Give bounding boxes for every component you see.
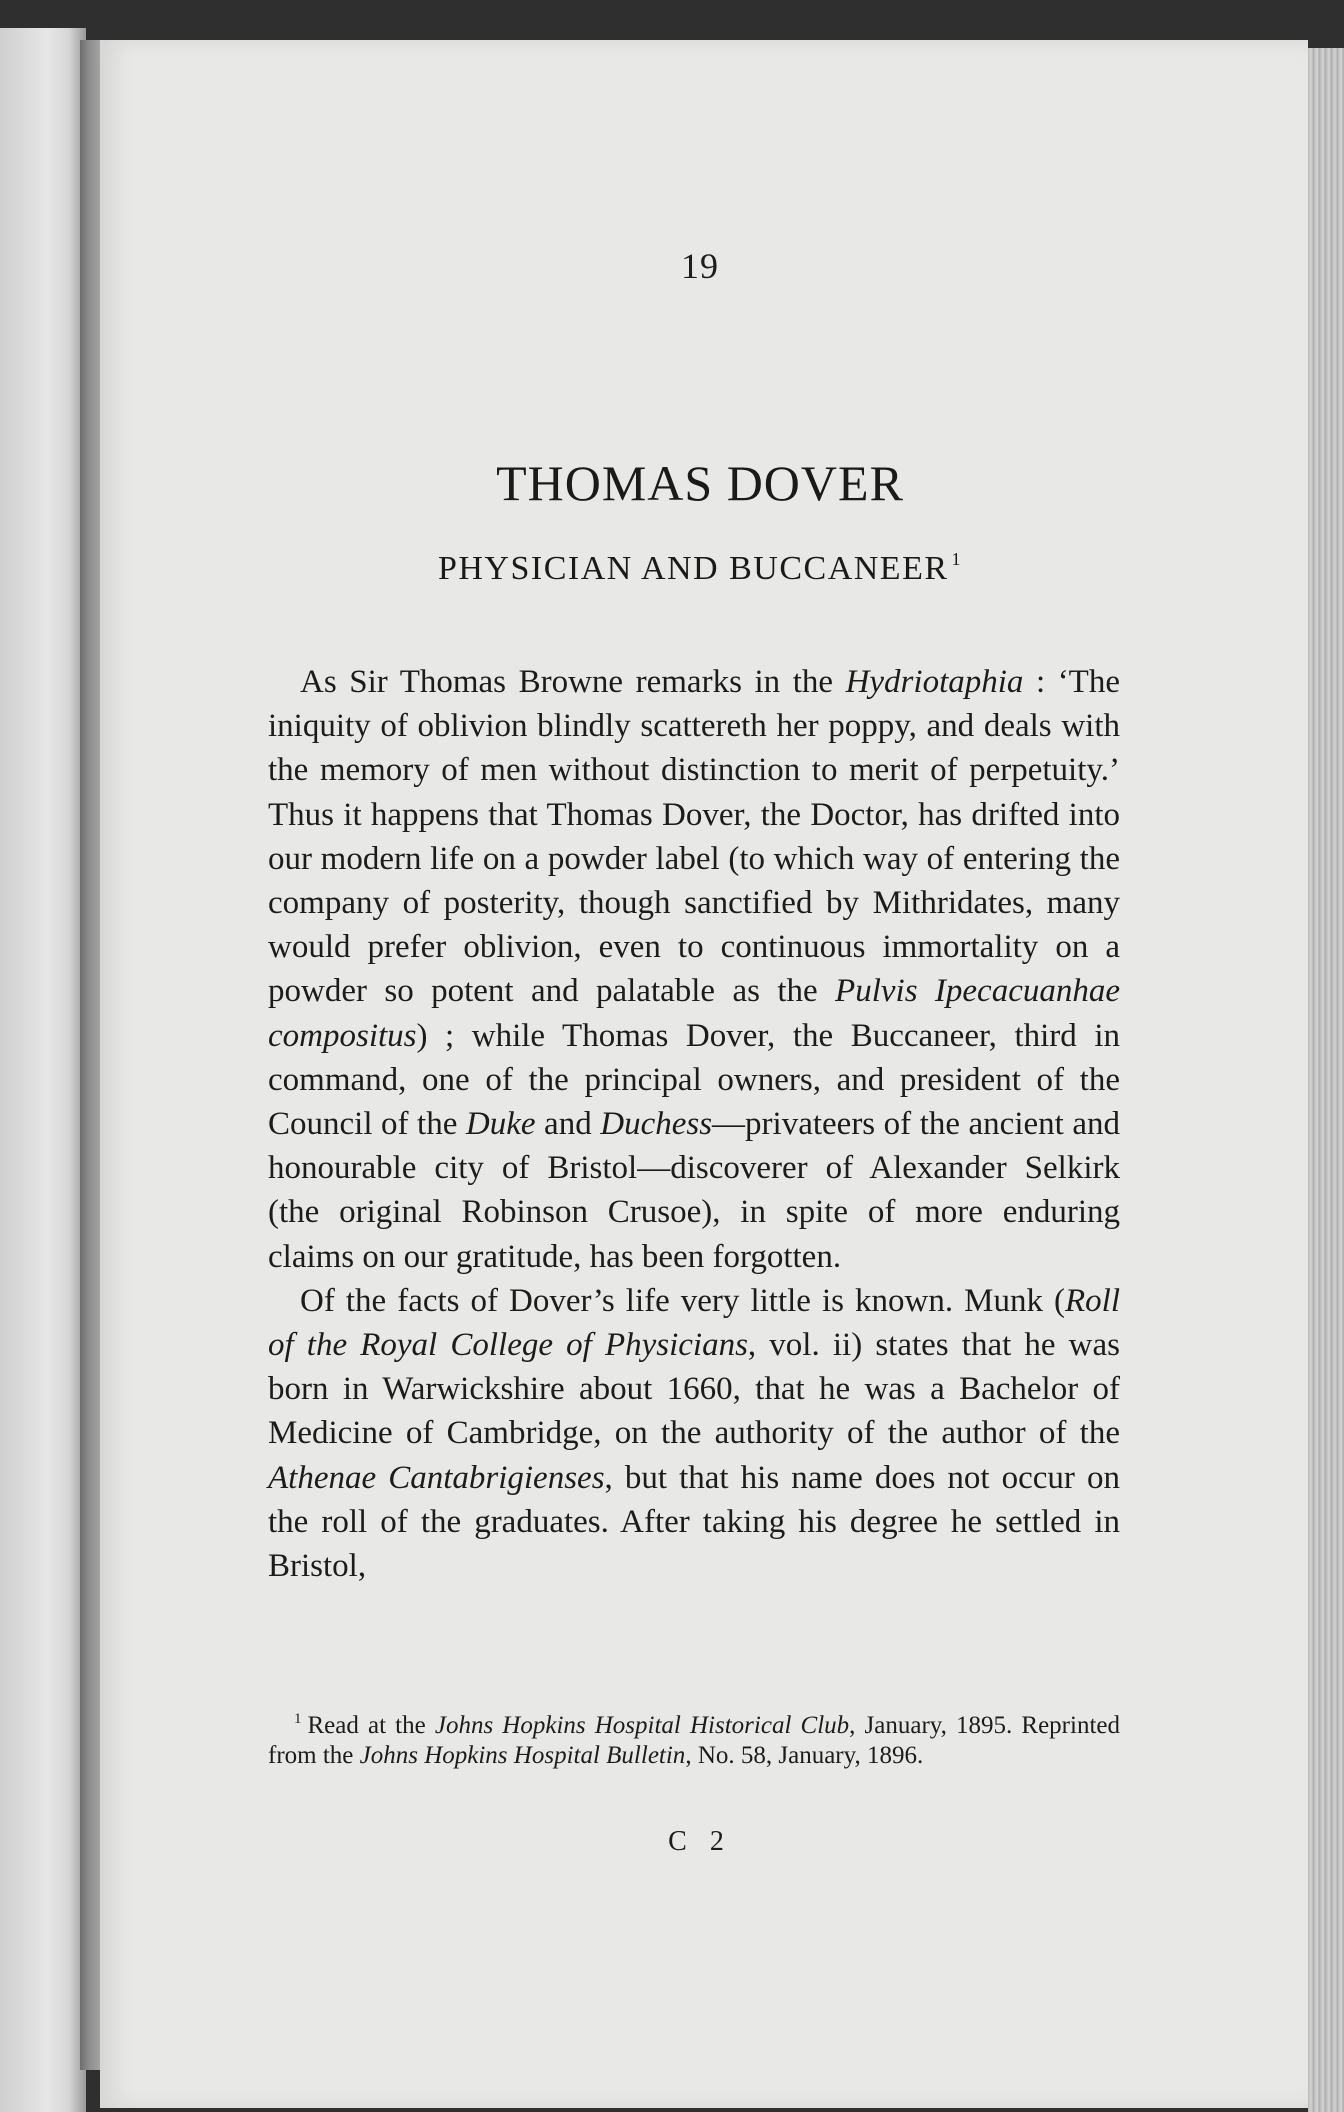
italic-text: Johns Hopkins Hospital Historical Club (434, 1712, 850, 1739)
facing-page-edge (0, 28, 86, 2112)
footnote-body: Read at the Johns Hopkins Hospital Historical Club, January, 1895. Reprinted from the Johns Hopkins Hospital Bulletin, No. 58, January, 1896. (268, 1712, 1120, 1769)
italic-text: Hydriotaphia (845, 664, 1024, 700)
chapter-subtitle-text: PHYSICIAN AND BUCCANEER (437, 550, 949, 587)
italic-text: Athenae Cantabrigienses (268, 1459, 605, 1496)
italic-text: Duke (465, 1106, 536, 1143)
footnote-text (268, 1704, 1120, 1771)
chapter-title: THOMAS DOVER (496, 455, 904, 511)
italic-text: Johns Hopkins Hospital Bulletin (359, 1742, 686, 1769)
paragraph: As Sir Thomas Browne remarks in the Hydriotaphia : ‘The iniquity of oblivion blindly scattereth her poppy, and deals with the memory of men without distinction to merit of perpetuity.’ Thus it happens that Thomas Dover, the Doctor, has drifted into our modern life on a powder label (to which way of entering the company of posterity, though sanctified by Mithridates, many would prefer oblivion, even to continuous immortality on a powder so potent and palatable as the Pulvis Ipecacuanhae compositus) ; while Thomas Dover, the Buccaneer, third in command, one of the principal owners, and president of the Council of the Duke and Duchess—privateers of the ancient and honourable city of Bristol—discoverer of Alexander Selkirk (the original Robinson Crusoe), in spite of more enduring claims on our gratitude, has been forgotten. (268, 664, 1120, 1275)
chapter-subtitle (100, 550, 1300, 586)
book-gutter (80, 40, 102, 2070)
italic-text: Pulvis Ipecacuanhae compositus (268, 973, 1120, 1054)
italic-text: Duchess (600, 1106, 713, 1143)
paragraph: Of the facts of Dover’s life very little is known. Munk (Roll of the Royal College of Physicians, vol. ii) states that he was born in Warwickshire about 1660, that he was a Bachelor of Medicine of Cambridge, on the authority of the author of the Athenae Cantabrigienses, but that his name does not occur on the roll of the graduates. After taking his degree he settled in Bristol, (268, 1282, 1120, 1585)
footnote-mark: 1 (294, 1711, 302, 1727)
page-stack-edge (1308, 48, 1344, 2112)
book-page (100, 40, 1308, 2108)
footnote (268, 1704, 1120, 1771)
footnote-reference: 1 (951, 549, 963, 569)
italic-text: Roll of the Royal College of Physicians (268, 1282, 1120, 1364)
body-text (268, 660, 1120, 1588)
signature-mark: C 2 (668, 1826, 732, 1857)
page-number: 19 (681, 246, 719, 286)
